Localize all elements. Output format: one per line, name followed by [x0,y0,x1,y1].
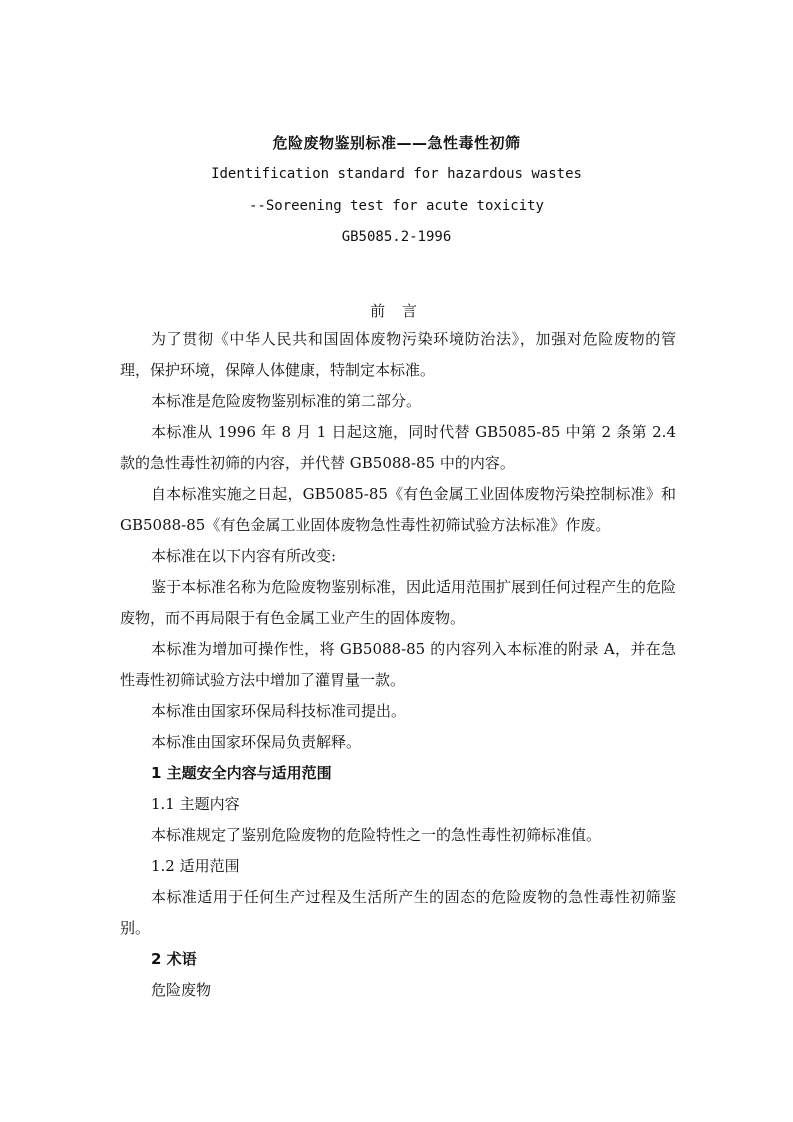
preface-paragraph-8: 本标准由国家环保局科技标准司提出。 [151,702,407,720]
english-title-line2: --Soreening test for acute toxicity [248,198,544,214]
section-1-2-heading: 1.2 适用范围 [151,857,240,875]
english-title-line1: Identification standard for hazardous wastes [211,166,582,182]
preface-paragraph-4: 自本标准实施之日起，GB5085-85《有色金属工业固体废物污染控制标准》和 GB5088-85《有色金属工业固体废物急性毒性初筛试验方法标准》作废。 [120,485,676,534]
preface-paragraph-7: 本标准为增加可操作性，将 GB5088-85 的内容列入本标准的附录 A，并在急性毒性初筛试验方法中增加了灌胃量一款。 [120,640,676,689]
preface-paragraph-1: 为了贯彻《中华人民共和国固体废物污染环境防治法》，加强对危险废物的管理，保护环境，保障人体健康，特制定本标准。 [120,330,676,379]
preface-paragraph-6: 鉴于本标准名称为危险废物鉴别标准，因此适用范围扩展到任何过程产生的危险废物，而不再局限于有色金属工业产生的固体废物。 [120,578,677,627]
section-1-2-text: 本标准适用于任何生产过程及生活所产生的固态的危险废物的急性毒性初筛鉴别。 [120,888,676,937]
section-1-1-heading: 1.1 主题内容 [151,795,240,813]
preface-paragraph-3: 本标准从 1996 年 8 月 1 日起这施，同时代替 GB5085-85 中第 2 条第 2.4 款的急性毒性初筛的内容，并代替 GB5088-85 中的内容。 [120,423,676,472]
preface-heading: 前 言 [370,302,423,320]
section-2-heading: 2 术语 [151,950,197,968]
term-hazardous-waste: 危险废物 [151,981,212,999]
section-1-1-text: 本标准规定了鉴别危险废物的危险特性之一的急性毒性初筛标准值。 [151,826,602,844]
preface-paragraph-2: 本标准是危险废物鉴别标准的第二部分。 [151,392,422,410]
preface-paragraph-9: 本标准由国家环保局负责解释。 [151,733,362,751]
section-1-heading: 1 主题安全内容与适用范围 [151,764,332,782]
document-title: 危险废物鉴别标准——急性毒性初筛 [272,134,521,152]
standard-code: GB5085.2-1996 [341,229,452,245]
preface-paragraph-5: 本标准在以下内容有所改变: [151,547,337,565]
document-body [120,324,676,1006]
